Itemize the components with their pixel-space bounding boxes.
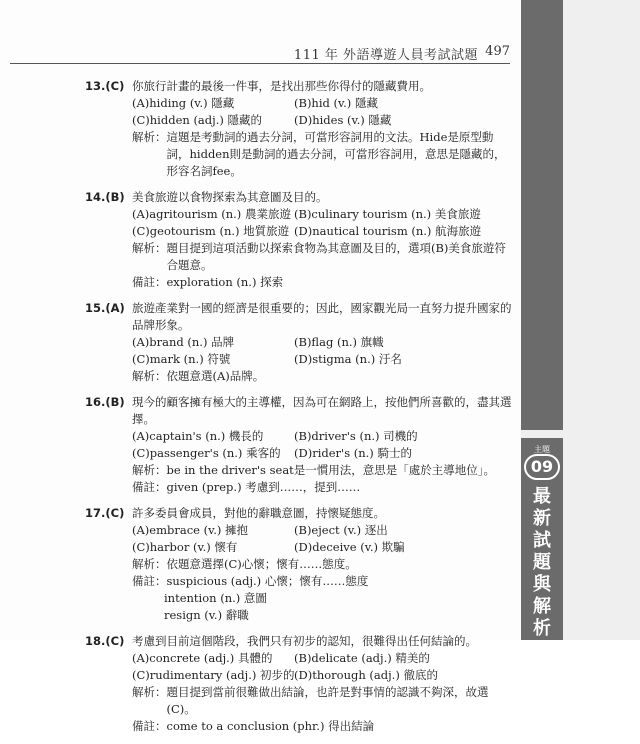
note-text: intention (n.) 意圖: [164, 591, 267, 605]
option-grid: [132, 206, 512, 240]
option-c: (C)harbor (v.) 懷有: [132, 540, 238, 554]
note: [132, 573, 512, 590]
question-number: 14.(B): [85, 190, 125, 204]
option-c: (C)hidden (adj.) 隱藏的: [132, 113, 263, 127]
note-text: exploration (n.) 探索: [166, 275, 284, 289]
option-b: (B)culinary tourism (n.) 美食旅遊: [294, 207, 481, 221]
option-c: (C)rudimentary (adj.) 初步的: [132, 668, 295, 682]
chapter-title-char: 新: [533, 508, 551, 529]
question-number: 13.(C): [85, 79, 125, 93]
question-stem: 旅遊產業對一國的經濟是很重要的；因此，國家觀光局一直努力提升國家的品牌形象。: [132, 301, 512, 332]
option-a: (A)agritourism (n.) 農業旅遊: [132, 207, 291, 221]
question-number: 15.(A): [85, 301, 125, 315]
option-b: (B)driver's (n.) 司機的: [294, 429, 418, 443]
option-d: (D)thorough (adj.) 徹底的: [294, 668, 438, 682]
chapter-label: 主題: [534, 445, 550, 454]
note-label: 備註：: [132, 574, 167, 588]
option-b: (B)eject (v.) 逐出: [294, 523, 388, 537]
question-number: 17.(C): [85, 506, 125, 520]
question-item: [85, 633, 512, 735]
explanation-label: 解析：: [132, 685, 167, 699]
explanation-label: 解析：: [132, 241, 167, 255]
option-grid: [132, 95, 512, 129]
question-stem: 你旅行計畫的最後一件事，是找出那些你得付的隱藏費用。: [132, 79, 431, 93]
option-b: (B)hid (v.) 隱藏: [294, 96, 378, 110]
chapter-title: [525, 486, 559, 640]
option-d: (D)rider's (n.) 騎士的: [294, 446, 412, 460]
question-stem: 美食旅遊以食物探索為其意圖及目的。: [132, 190, 328, 204]
note-text: given (prep.) 考慮到……，提到……: [166, 480, 361, 494]
option-c: (C)geotourism (n.) 地質旅遊: [132, 224, 290, 238]
explanation-text: be in the driver's seat是一慣用法，意思是「處於主導地位」。: [166, 463, 496, 477]
note-text: suspicious (adj.) 心懷；懷有……態度: [166, 574, 369, 588]
question-item: [85, 189, 512, 291]
question-number: 18.(C): [85, 634, 125, 648]
chapter-title-char: 試: [533, 530, 551, 551]
chapter-bar-notch: [521, 430, 563, 438]
note: [132, 274, 512, 291]
chapter-title-char: 析: [533, 618, 551, 639]
explanation-label: 解析：: [132, 463, 167, 477]
explanation: [132, 684, 512, 718]
option-a: (A)captain's (n.) 機長的: [132, 429, 264, 443]
note: [132, 718, 512, 735]
question-stem: 現今的顧客擁有極大的主導權，因為可在網路上，按他們所喜歡的，盡其選擇。: [132, 395, 512, 426]
explanation-text: 這題是考動詞的過去分詞，可當形容詞用的文法。Hide是原型動詞，hidden則是動詞的過去分詞，可當形容詞用，意思是隱藏的，形容名詞fee。: [166, 130, 506, 178]
option-d: (D)stigma (n.) 汙名: [294, 352, 402, 366]
option-grid: [132, 428, 512, 462]
chapter-title-char: 與: [533, 574, 551, 595]
page-number: 497: [485, 44, 510, 59]
explanation-label: 解析：: [132, 130, 167, 144]
option-grid: [132, 522, 512, 556]
chapter-bar: [521, 0, 563, 640]
question-item: [85, 300, 512, 385]
explanation: [132, 129, 512, 180]
option-grid: [132, 650, 512, 684]
explanation-text: 題目提到當前很難做出結論，也許是對事情的認識不夠深，故選(C)。: [166, 685, 489, 716]
explanation-label: 解析：: [132, 369, 167, 383]
question-number: 16.(B): [85, 395, 125, 409]
option-grid: [132, 334, 512, 368]
option-d: (D)deceive (v.) 欺騙: [294, 540, 405, 554]
note-label: 備註：: [132, 480, 167, 494]
chapter-title-char: 題: [533, 552, 551, 573]
note-text: come to a conclusion (phr.) 得出結論: [166, 719, 375, 733]
explanation-text: 依題意選(A)品牌。: [166, 369, 265, 383]
option-c: (C)mark (n.) 符號: [132, 352, 231, 366]
note: [132, 479, 512, 496]
explanation-label: 解析：: [132, 557, 167, 571]
chapter-number: 09: [524, 454, 560, 480]
note-text: resign (v.) 辭職: [164, 608, 249, 622]
question-item: [85, 78, 512, 180]
question-list: [85, 78, 512, 744]
question-stem: 許多委員會成員，對他的辭職意圖，持懷疑態度。: [132, 506, 385, 520]
note-label: 備註：: [132, 275, 167, 289]
explanation: [132, 556, 512, 573]
option-a: (A)hiding (v.) 隱藏: [132, 96, 235, 110]
option-b: (B)delicate (adj.) 精美的: [294, 651, 430, 665]
explanation-text: 題目提到這項活動以探索食物為其意圖及目的，選項(B)美食旅遊符合題意。: [166, 241, 506, 272]
explanation-text: 依題意選擇(C)心懷；懷有……態度。: [166, 557, 357, 571]
option-d: (D)hides (v.) 隱藏: [294, 113, 392, 127]
explanation: [132, 240, 512, 274]
option-c: (C)passenger's (n.) 乘客的: [132, 446, 281, 460]
option-a: (A)embrace (v.) 擁抱: [132, 523, 249, 537]
option-d: (D)nautical tourism (n.) 航海旅遊: [294, 224, 482, 238]
header-rule: [10, 63, 510, 64]
chapter-title-char: 解: [533, 596, 551, 617]
page-header: [0, 42, 510, 64]
option-b: (B)flag (n.) 旗幟: [294, 335, 384, 349]
option-a: (A)concrete (adj.) 具體的: [132, 651, 273, 665]
question-item: [85, 394, 512, 496]
chapter-side-tab: [521, 0, 640, 640]
header-title: 111 年 外語導遊人員考試試題: [293, 48, 478, 63]
explanation: [132, 462, 512, 479]
explanation: [132, 368, 512, 385]
question-item: [85, 505, 512, 624]
option-a: (A)brand (n.) 品牌: [132, 335, 235, 349]
chapter-title-char: 最: [533, 486, 551, 507]
question-stem: 考慮到目前這個階段，我們只有初步的認知，很難得出任何結論的。: [132, 634, 477, 648]
note-label: 備註：: [132, 719, 167, 733]
